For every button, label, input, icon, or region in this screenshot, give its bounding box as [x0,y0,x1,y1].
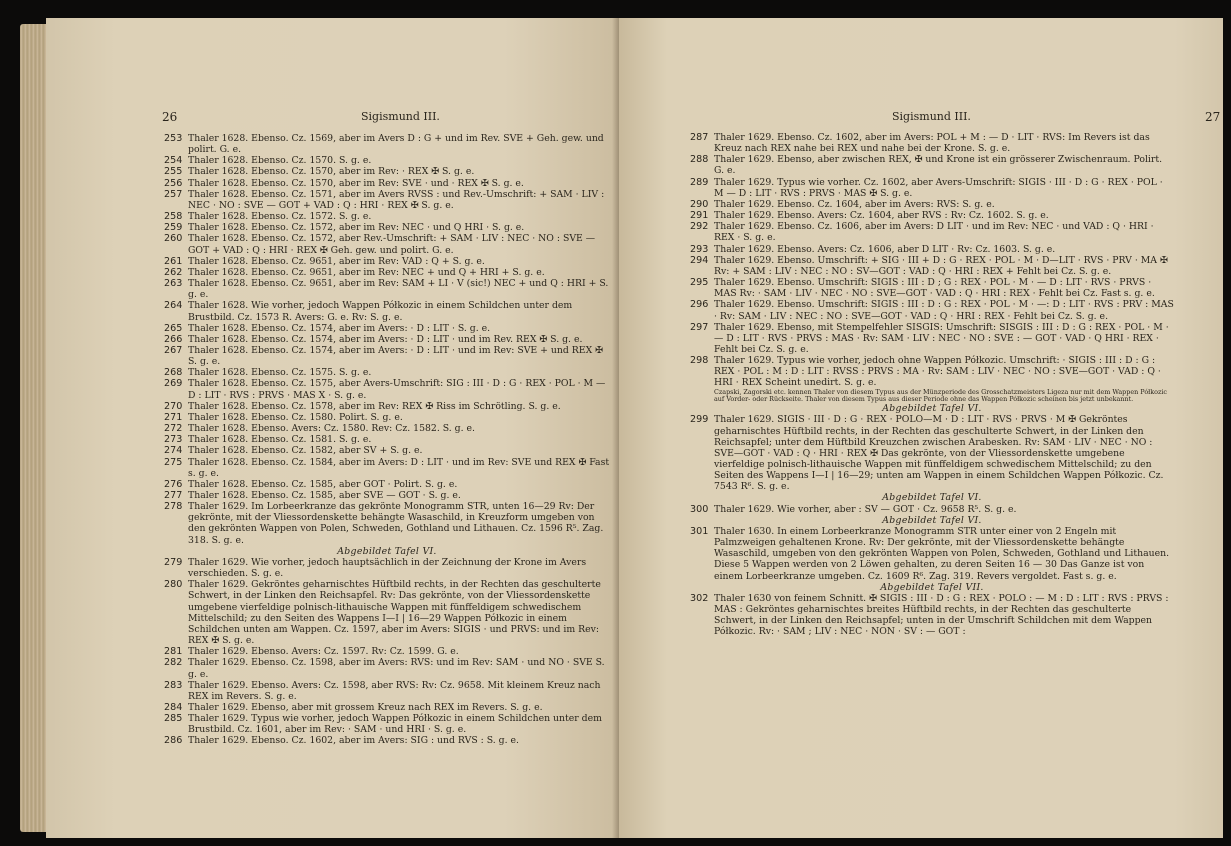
entry-text: Thaler 1628. Wie vorher, jedoch Wappen Półkozic in einem Schildchen unter dem Brustbild. Cz. 1573 R. Avers: G. e. Rv: S. g. e. [188,300,573,323]
entry-text: Thaler 1629. SIGIS · III · D : G · REX · POLO—M · D : LIT · RVS · PRVS · M ✠ Gekröntes geharnischtes Hüftbild rechts, in der Rechten das geschulterte Schwert, in der Linken den Reichsapfel; unter dem Hüftbild Kreuzchen zwischen Arabesken. Rv: SAM · LIV · NEC · NO : SVE—GOT · VAD : Q · HRI · REX ✠ Das gekrönte, von der Vliessordenskette umgebene vierfeldige polnisch-lithauische Wappen mit fünffeldigem schwedischem Mittelschild; zu den Seiten des Wappens I—I | 16—29; unten am Wappen in einem Schildchen Wappen Półkozic. Cz. 7543 R⁶. S. g. e. [714,414,1164,493]
left-entry-list [164,133,610,747]
plate-reference: Abgebildet Tafel VI. [337,545,437,557]
entry-number: 271 [164,411,183,423]
entry-text: Thaler 1628. Ebenso. Cz. 1578, aber im Rev: REX ✠ Riss im Schrötling. S. g. e. [188,400,561,412]
catalog-entry [690,255,1174,277]
entry-text: Thaler 1629. Ebenso. Cz. 1604, aber im Avers: RVS: S. g. e. [714,198,995,210]
entry-text: Thaler 1629. Wie vorher, jedoch hauptsächlich in der Zeichnung der Krone im Avers verschieden. S. g. e. [188,556,587,580]
entry-text: Thaler 1628. Ebenso. Cz. 9651, aber im Rev: SAM + LI · V (sic!) NEC + und Q : HRI + S. g. e. [188,278,609,301]
entry-number: 279 [164,556,183,568]
entry-number: 300 [690,503,709,515]
entry-footnote: Czapski, Zagorski etc. kennen Thaler von diesem Typus aus der Münzperiode des Grosschatzmeisters Ligeza nur mit dem Wappen Półkozic auf Vorder- oder Rückseite. Thaler von diesem Typus aus dieser Periode ohne das Wappen Półkozic scheinen bis jetzt unbekannt. [714,387,1167,403]
catalog-entry [164,735,610,746]
catalog-entry [690,154,1174,176]
entry-text: Thaler 1629. Ebenso. Avers: Cz. 1597. Rv: Cz. 1599. G. e. [188,646,459,658]
plate-reference: Abgebildet Tafel VI. [882,403,982,415]
entry-number: 269 [164,378,183,390]
entry-text: Thaler 1629. Ebenso. Cz. 1598, aber im Avers: RVS: und im Rev: SAM · und NO · SVE S. g. e. [188,657,605,680]
catalog-entry [164,557,610,579]
catalog-entry [164,155,610,166]
catalog-entry [690,504,1174,515]
entry-number: 298 [690,355,709,367]
catalog-entry [164,457,610,479]
entry-number: 286 [164,735,183,747]
catalog-entry [690,299,1174,321]
catalog-entry [164,166,610,177]
entry-number: 278 [164,501,183,513]
entry-number: 288 [690,154,709,166]
entry-number: 301 [690,525,709,537]
entry-number: 270 [164,400,183,412]
entry-text: Thaler 1629. Ebenso, aber mit grossem Kreuz nach REX im Revers. S. g. e. [188,701,543,713]
entry-number: 266 [164,333,183,345]
entry-number: 290 [690,198,709,210]
entry-text: Thaler 1628. Ebenso. Cz. 1572. S. g. e. [188,211,372,223]
entry-number: 272 [164,423,183,435]
entry-text: Thaler 1628. Ebenso. Cz. 9651, aber im Rev: NEC + und Q + HRI + S. g. e. [188,266,545,278]
open-book [20,18,1223,838]
catalog-entry [690,277,1174,299]
catalog-entry [164,367,610,378]
left-page [46,18,619,838]
entry-number: 291 [690,210,709,222]
catalog-entry [690,322,1174,355]
entry-number: 255 [164,166,183,178]
left-page-number: 26 [162,110,178,124]
catalog-entry [690,244,1174,255]
entry-text: Thaler 1629. Ebenso. Avers: Cz. 1604, aber RVS : Rv: Cz. 1602. S. g. e. [714,210,1049,222]
entry-text: Thaler 1629. Ebenso, aber zwischen REX, ✠ und Krone ist ein grösserer Zwischenraum. Polirt. G. e. [714,154,1163,177]
entry-number: 261 [164,255,183,267]
entry-number: 263 [164,278,183,290]
entry-text: Thaler 1629. Ebenso. Cz. 1602, aber im Avers: SIG : und RVS : S. g. e. [188,735,519,747]
catalog-entry [164,211,610,222]
entry-number: 293 [690,243,709,255]
entry-number: 295 [690,277,709,289]
entry-text: Thaler 1629. Ebenso. Umschrift: + SIG · III + D : G · REX · POL · M · D—LIT · RVS · PRV · MA ✠ Rv: + SAM : LIV : NEC : NO : SV—GOT : VAD : Q · HRI : REX + Fehlt bei Cz. S. g. e. [714,254,1168,277]
entry-text: Thaler 1628. Ebenso. Cz. 1575. S. g. e. [188,367,372,379]
catalog-entry [690,199,1174,210]
entry-text: Thaler 1629. Ebenso. Umschrift: SIGIS : III : D ; G : REX · POL · M · — D : LIT · RVS · PRVS · MAS Rv: · SAM · LIV · NEC · NO : SVE—GOT · VAD : Q · HRI : REX · Fehlt bei Cz. Fast s. g. e. [714,277,1155,300]
entry-text: Thaler 1628. Ebenso. Cz. 1585, aber SVE — GOT · S. g. e. [188,490,461,501]
catalog-entry [164,646,610,657]
catalog-entry [690,177,1174,199]
catalog-entry [164,445,610,456]
catalog-entry [164,323,610,334]
entry-text: Thaler 1628. Ebenso. Cz. 1572, aber im Rev: NEC · und Q HRI · S. g. e. [188,222,525,234]
entry-text: Thaler 1628. Ebenso. Cz. 1574, aber im Avers: · D : LIT · S. g. e. [188,322,491,334]
entry-text: Thaler 1629. Ebenso. Cz. 1606, aber im Avers: D LIT · und im Rev: NEC · und VAD : Q · HRI · REX · S. g. e. [714,221,1154,244]
catalog-entry [690,355,1174,388]
entry-text: Thaler 1628. Ebenso. Cz. 1580. Polirt. S. g. e. [188,411,403,423]
entry-number: 264 [164,300,183,312]
catalog-entry [164,378,610,400]
plate-reference: Abgebildet Tafel VI. [882,514,982,526]
entry-number: 292 [690,221,709,233]
entry-text: Thaler 1629. Typus wie vorher, jedoch Wappen Półkozic in einem Schildchen unter dem Brustbild. Cz. 1601, aber im Rev: · SAM · und HRI · S. g. e. [188,713,602,736]
catalog-entry [164,178,610,189]
entry-number: 273 [164,434,183,446]
entry-text: Thaler 1629. Gekröntes geharnischtes Hüftbild rechts, in der Rechten das geschulterte Schwert, in der Linken den Reichsapfel. Rv: Das gekrönte, von der Vliessordenskette umgebene vierfeldige polnisch-lithauische Wappen mit fünffeldigem schwedischem Mittelschild; zu den Seiten des Wappens I—I | 16—29 Wappen Półkozic in einem Schildchen unten am Wappen. Cz. 1597, aber im Avers: SIGIS · und PRVS: und im Rev: REX ✠ S. g. e. [188,579,601,647]
entry-text: Thaler 1629. Ebenso. Cz. 1602, aber im Avers: POL + M : — D · LIT · RVS: Im Revers ist das Kreuz nach REX nahe bei REX und nahe bei der Krone. S. g. e. [714,132,1150,155]
catalog-entry [690,221,1174,243]
catalog-entry [164,133,610,155]
entry-number: 262 [164,266,183,278]
entry-number: 280 [164,579,183,591]
entry-text: Thaler 1629. Im Lorbeerkranze das gekrönte Monogramm STR, unten 16—29 Rv: Der gekrönte, mit der Vliessordenskette behängte Wasaschild, in Kreuzform umgeben von den gekrönten Wappen von Polen, Schweden, Gothland und Lithauen. Cz. 1596 R⁵. Zag. 318. S. g. e. [188,501,604,546]
catalog-entry [164,233,610,255]
entry-number: 275 [164,456,183,468]
catalog-entry [164,278,610,300]
entry-text: Thaler 1628. Ebenso. Cz. 1570, aber im Rev: SVE · und · REX ✠ S. g. e. [188,177,524,189]
entry-text: Thaler 1628. Ebenso. Cz. 1584, aber im Avers: D : LIT · und im Rev: SVE und REX ✠ Fast s. g. e. [188,456,610,479]
entry-text: Thaler 1628. Ebenso. Cz. 1570, aber im Rev: · REX ✠ S. g. e. [188,166,475,178]
entry-text: Thaler 1629. Wie vorher, aber : SV — GOT · Cz. 9658 R⁵. S. g. e. [714,503,1017,515]
catalog-entry [164,702,610,713]
entry-number: 282 [164,657,183,669]
catalog-entry [164,345,610,367]
entry-number: 253 [164,133,183,144]
catalog-entry [690,526,1174,582]
entry-text: Thaler 1628. Ebenso. Cz. 1585, aber GOT · Polirt. S. g. e. [188,478,458,490]
entry-number: 283 [164,679,183,691]
catalog-entry [164,423,610,434]
catalog-entry [690,210,1174,221]
entry-number: 296 [690,299,709,311]
entry-number: 276 [164,478,183,490]
catalog-entry [164,401,610,412]
entry-text: Thaler 1628. Ebenso. Cz. 1572, aber Rev.-Umschrift: + SAM · LIV : NEC · NO : SVE — GOT + VAD : Q : HRI · REX ✠ Geh. gew. und polirt. G. e. [188,233,596,256]
entry-number: 277 [164,490,183,501]
catalog-entry [164,256,610,267]
plate-reference: Abgebildet Tafel VII. [880,581,984,593]
entry-number: 299 [690,414,709,426]
entry-text: Thaler 1628. Ebenso. Cz. 1571, aber im Avers RVSS : und Rev.-Umschrift: + SAM · LIV : NEC · NO : SVE — GOT + VAD : Q : HRI · REX ✠ S. g. e. [188,188,605,211]
catalog-entry [164,412,610,423]
plate-reference: Abgebildet Tafel VI. [882,492,982,504]
right-running-title: Sigismund III. [892,110,971,123]
entry-number: 302 [690,592,709,604]
entry-number: 285 [164,713,183,725]
catalog-entry [690,132,1174,154]
catalog-entry [164,434,610,445]
catalog-entry [164,579,610,646]
entry-number: 254 [164,155,183,167]
entry-text: Thaler 1628. Ebenso. Cz. 9651, aber im Rev: VAD : Q + S. g. e. [188,255,485,267]
entry-text: Thaler 1629. Typus wie vorher. Cz. 1602, aber Avers-Umschrift: SIGIS · III · D : G · REX · POL · M — D : LIT · RVS : PRVS · MAS ✠ S. g. e. [714,176,1163,199]
entry-number: 281 [164,646,183,658]
catalog-entry [164,501,610,546]
entry-text: Thaler 1629. Ebenso. Avers: Cz. 1598, aber RVS: Rv: Cz. 9658. Mit kleinem Kreuz nach REX im Revers. S. g. e. [188,679,601,702]
entry-text: Thaler 1628. Ebenso. Cz. 1574, aber im Avers: · D : LIT · und im Rev: SVE + und REX ✠ S. g. e. [188,344,603,368]
catalog-entry [164,222,610,233]
catalog-entry [164,479,610,490]
entry-text: Thaler 1630 von feinem Schnitt. ✠ SIGIS : III · D : G : REX · POLO : — M : D : LIT : RVS : PRVS : MAS : Gekröntes geharnischtes breites Hüftbild rechts, in der Rechten das geschulterte Schwert, in der Linken den Reichsapfel; unten in der Umschrift Schildchen mit dem Wappen Półkozic. Rv: · SAM ; LIV : NEC · NON · SV : — GOT : [714,592,1169,638]
entry-text: Thaler 1630. In einem Lorbeerkranze Monogramm STR unter einer von 2 Engeln mit Palmzweigen gehaltenen Krone. Rv: Der gekrönte, mit der Vliessordenskette behängte Wasaschild, umgeben von den gekrönten Wappen von Polen, Schweden, Gothland und Lithauen. Diese 5 Wappen werden von 2 Löwen gehalten, zu deren Seiten 16 — 30 Das Ganze ist von einem Lorbeerkranze umgeben. Cz. 1609 R⁶. Zag. 319. Revers vergoldet. Fast s. g. e. [714,525,1170,582]
entry-text: Thaler 1629. Ebenso. Avers: Cz. 1606, aber D LIT · Rv: Cz. 1603. S. g. e. [714,243,1056,255]
entry-text: Thaler 1628. Ebenso. Avers: Cz. 1580. Rev: Cz. 1582. S. g. e. [188,423,476,435]
entry-text: Thaler 1628. Ebenso. Cz. 1582, aber SV + S. g. e. [188,445,423,457]
entry-number: 294 [690,254,709,266]
catalog-entry [164,267,610,278]
catalog-entry [164,490,610,501]
catalog-entry [164,713,610,735]
entry-text: Thaler 1628. Ebenso. Cz. 1575, aber Avers-Umschrift: SIG : III · D : G · REX · POL · M — D : LIT · RVS : PRVS · MAS X · S. g. e. [188,378,606,401]
entry-number: 257 [164,188,183,200]
entry-text: Thaler 1628. Ebenso. Cz. 1569, aber im Avers D : G + und im Rev. SVE + Geh. gew. und polirt. G. e. [188,133,604,156]
entry-number: 284 [164,701,183,713]
entry-number: 268 [164,367,183,379]
catalog-entry [690,414,1174,492]
entry-text: Thaler 1628. Ebenso. Cz. 1574, aber im Avers: · D : LIT · und im Rev. REX ✠ S. g. e. [188,333,583,345]
entry-text: Thaler 1628. Ebenso. Cz. 1570. S. g. e. [188,155,372,167]
catalog-entry [690,593,1174,638]
entry-number: 258 [164,211,183,223]
entry-number: 287 [690,132,709,143]
entry-number: 274 [164,445,183,457]
entry-number: 297 [690,321,709,333]
entry-number: 259 [164,222,183,234]
entry-text: Thaler 1628. Ebenso. Cz. 1581. S. g. e. [188,434,372,446]
entry-text: Thaler 1629. Ebenso, mit Stempelfehler SISGIS: Umschrift: SISGIS : III : D : G : REX · POL · M · — D : LIT · RVS · PRVS : MAS · Rv: SAM · LIV : NEC · NO : SVE : — GOT · VAD · Q HRI · REX · Fehlt bei Cz. S. g. e. [714,321,1169,355]
catalog-entry [164,334,610,345]
entry-number: 260 [164,233,183,245]
catalog-entry [164,657,610,679]
entry-number: 265 [164,322,183,334]
right-entry-list [690,132,1174,637]
entry-number: 256 [164,177,183,189]
catalog-entry [164,189,610,211]
left-running-title: Sigismund III. [361,110,440,123]
entry-number: 289 [690,176,709,188]
entry-number: 267 [164,344,183,356]
entry-text: Thaler 1629. Ebenso. Umschrift: SIGIS : III : D : G : REX · POL · M · —: D : LIT · RVS : PRV : MAS · Rv: SAM · LIV : NEC : NO : SVE—GOT · VAD : Q · HRI : REX · Fehlt bei Cz. S. g. e. [714,299,1174,322]
right-page [619,18,1223,838]
entry-text: Thaler 1629. Typus wie vorher, jedoch ohne Wappen Półkozic. Umschrift: · SIGIS : III : D : G : REX · POL : M : D : LIT : RVSS : PRVS : MA · Rv: SAM : LIV · NEC · NO : SVE—GOT · VAD : Q · HRI · REX Scheint unedirt. S. g. e. [714,355,1161,389]
right-page-number: 27 [1205,110,1221,124]
catalog-entry [164,300,610,322]
catalog-entry [164,680,610,702]
